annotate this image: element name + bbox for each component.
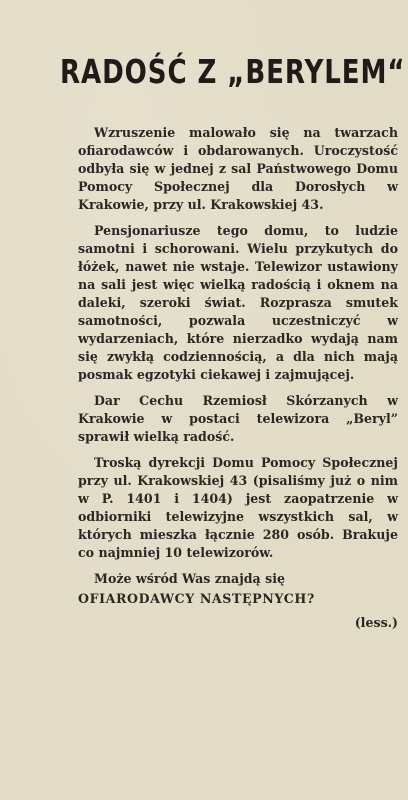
paragraph-2: Pensjonariusze tego domu, to ludzie samotni i schorowani. Wielu przykutych do łóżek, nawet nie wstaje. Telewizor ustawiony na sali jest więc wielką radością i oknem na daleki, szeroki świat. Rozprasza smutek samotności, pozwala uczestniczyć w wydarzeniach, które nierzadko wydają nam się zwykłą codziennością, a dla nich mają posmak egzotyki ciekawej i zajmującej. <box>78 223 398 382</box>
paragraph-3: Dar Cechu Rzemiosł Skórzanych w Krakowie w postaci telewizora „Beryl” sprawił wielką radość. <box>78 393 398 444</box>
paragraph-5: Może wśród Was znajdą się <box>94 571 285 586</box>
paragraph-4: Troską dyrekcji Domu Pomocy Społecznej przy ul. Krakowskiej 43 (pisaliśmy już o nim w P. 1401 i 1404) jest zaopatrzenie w odbiorniki telewizyjne wszystkich sal, w których mieszka łącznie 280 osób. Brakuje co najmniej 10 telewizorów. <box>78 455 398 560</box>
appeal-emphasis: OFIARODAWCY NASTĘPNYCH? <box>78 591 315 606</box>
headline: RADOŚĆ Z „BERYLEM“ <box>60 51 406 91</box>
article-body <box>78 124 398 632</box>
author-signature: (less.) <box>354 615 398 630</box>
paragraph-1: Wzruszenie malowało się na twarzach ofiarodawców i obdarowanych. Uroczystość odbyła się w jednej z sal Państwowego Domu Pomocy Społecznej dla Dorosłych w Krakowie, przy ul. Krakowskiej 43. <box>78 125 398 212</box>
